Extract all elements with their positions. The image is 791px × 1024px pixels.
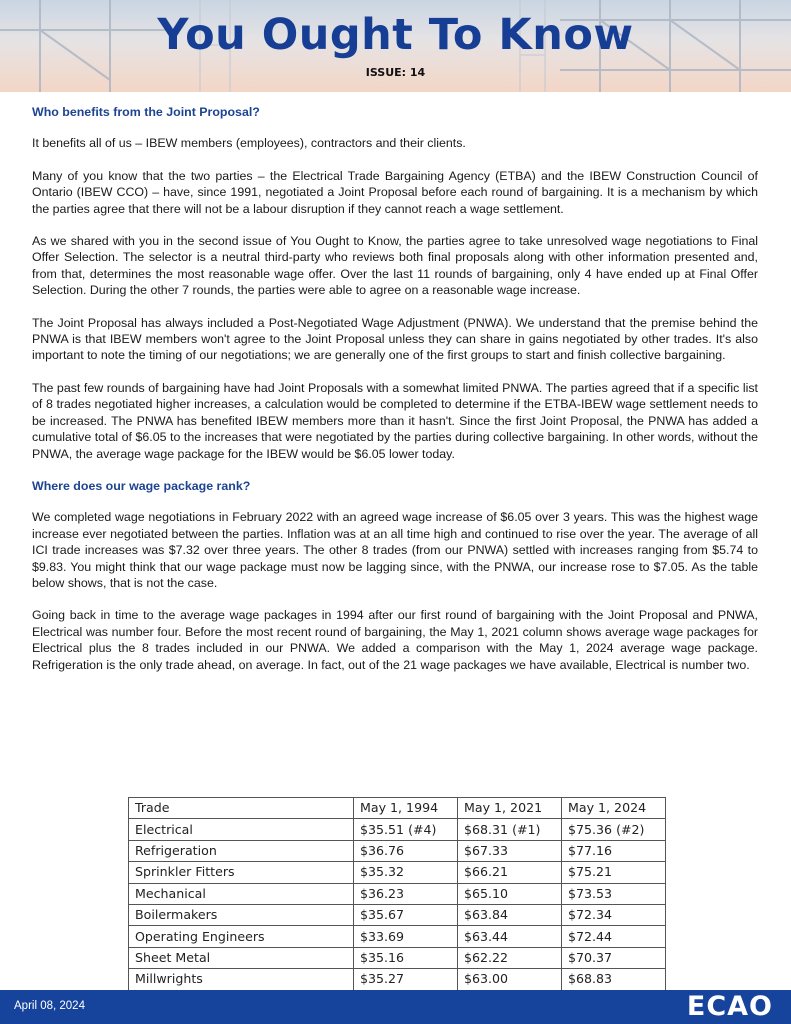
trade-cell: Sheet Metal xyxy=(129,947,354,968)
table-row xyxy=(129,904,666,925)
value-cell: $68.31 (#1) xyxy=(458,819,562,840)
value-cell: $65.10 xyxy=(458,883,562,904)
issue-number: ISSUE: 14 xyxy=(365,66,426,79)
trade-cell: Mechanical xyxy=(129,883,354,904)
table-row xyxy=(129,926,666,947)
paragraph: As we shared with you in the second issue of You Ought to Know, the parties agree to take unresolved wage negotiations to Final Offer Selection. The selector is a neutral third-party who reviews both final proposals along with other information presented and, from that, determines the most reasonable wage offer. Over the last 11 rounds of bargaining, only 4 have ended up at Final Offer Selection. During the other 7 rounds, the parties were able to agree on a reasonable wage increase. xyxy=(32,234,758,298)
paragraph: Going back in time to the average wage packages in 1994 after our first round of bargaining with the Joint Proposal and PNWA, Electrical was number four. Before the most recent round of bargaining, the May 1, 2021 column shows average wage packages for Electrical plus the 8 trades included in our PNWA. We added a comparison with the May 1, 2024 average wage package. Refrigeration is the only trade ahead, on average. In fact, out of the 21 wage packages we have available, Electrical is number two. xyxy=(32,608,758,672)
value-cell: $72.34 xyxy=(562,904,666,925)
value-cell: $35.27 xyxy=(354,969,458,990)
section-heading-wage-rank: Where does our wage package rank? xyxy=(32,478,251,493)
table-row xyxy=(129,969,666,990)
value-cell: $68.83 xyxy=(562,969,666,990)
newsletter-title: You Ought To Know xyxy=(157,10,634,60)
value-cell: $72.44 xyxy=(562,926,666,947)
value-cell: $75.36 (#2) xyxy=(562,819,666,840)
paragraph: The Joint Proposal has always included a Post-Negotiated Wage Adjustment (PNWA). We understand that the premise behind the PNWA is that IBEW members won't agree to the Joint Proposal unless they can share in gains negotiated by other trades. It's also important to note the timing of our negotiations; we are generally one of the first groups to start and finish collective bargaining. xyxy=(32,315,758,363)
value-cell: $35.51 (#4) xyxy=(354,819,458,840)
column-header-2024: May 1, 2024 xyxy=(562,798,666,819)
paragraph: It benefits all of us – IBEW members (employees), contractors and their clients. xyxy=(32,136,466,151)
column-header-1994: May 1, 1994 xyxy=(354,798,458,819)
value-cell: $73.53 xyxy=(562,883,666,904)
column-header-trade: Trade xyxy=(129,798,354,819)
paragraph: Many of you know that the two parties – the Electrical Trade Bargaining Agency (ETBA) and the IBEW Construction Council of Ontario (IBEW CCO) – have, since 1991, negotiated a Joint Proposal before each round of bargaining. It is a mechanism by which the parties agree that there will not be a labour disruption if they cannot reach a wage settlement. xyxy=(32,168,758,216)
table-row xyxy=(129,947,666,968)
value-cell: $35.67 xyxy=(354,904,458,925)
value-cell: $35.32 xyxy=(354,862,458,883)
trade-cell: Boilermakers xyxy=(129,904,354,925)
value-cell: $67.33 xyxy=(458,840,562,861)
table-header-row xyxy=(129,798,666,819)
trade-cell: Electrical xyxy=(129,819,354,840)
trade-cell: Millwrights xyxy=(129,969,354,990)
wage-comparison-table xyxy=(128,797,666,991)
footer-bar xyxy=(0,990,791,1024)
value-cell: $36.76 xyxy=(354,840,458,861)
value-cell: $62.22 xyxy=(458,947,562,968)
header-banner xyxy=(0,0,791,92)
value-cell: $36.23 xyxy=(354,883,458,904)
value-cell: $63.00 xyxy=(458,969,562,990)
trade-cell: Refrigeration xyxy=(129,840,354,861)
value-cell: $33.69 xyxy=(354,926,458,947)
article-body xyxy=(32,104,758,689)
paragraph: We completed wage negotiations in February 2022 with an agreed wage increase of $6.05 over 3 years. This was the highest wage increase ever negotiated between the parties. Inflation was at an all time high and continued to rise over the year. The average of all ICI trade increases was $7.32 over three years. The other 8 trades (from our PNWA) settled with increases ranging from $5.74 to $9.83. You might think that our wage package must now be lagging since, with the PNWA, our increase rose to $7.05. As the table below shows, that is not the case. xyxy=(32,510,758,590)
value-cell: $75.21 xyxy=(562,862,666,883)
value-cell: $77.16 xyxy=(562,840,666,861)
table-row xyxy=(129,819,666,840)
wage-table-container xyxy=(128,797,666,991)
value-cell: $66.21 xyxy=(458,862,562,883)
table-row xyxy=(129,883,666,904)
column-header-2021: May 1, 2021 xyxy=(458,798,562,819)
table-row xyxy=(129,862,666,883)
value-cell: $63.84 xyxy=(458,904,562,925)
section-heading-joint-proposal: Who benefits from the Joint Proposal? xyxy=(32,105,260,119)
trade-cell: Operating Engineers xyxy=(129,926,354,947)
value-cell: $70.37 xyxy=(562,947,666,968)
value-cell: $35.16 xyxy=(354,947,458,968)
trade-cell: Sprinkler Fitters xyxy=(129,862,354,883)
ecao-logo: ECAO xyxy=(686,991,773,1022)
paragraph: The past few rounds of bargaining have had Joint Proposals with a somewhat limited PNWA. The parties agreed that if a specific list of 8 trades negotiated higher increases, a calculation would be completed to determine if the ETBA-IBEW wage settlement needs to be increased. The PNWA has benefited IBEW members more than it hasn't. Since the first Joint Proposal, the PNWA has added a cumulative total of $6.05 to the increases that were negotiated by the parties during collective bargaining. In other words, without the PNWA, the average wage package for the IBEW would be $6.05 lower today. xyxy=(32,380,758,461)
value-cell: $63.44 xyxy=(458,926,562,947)
table-row xyxy=(129,840,666,861)
publication-date: April 08, 2024 xyxy=(14,1000,85,1012)
